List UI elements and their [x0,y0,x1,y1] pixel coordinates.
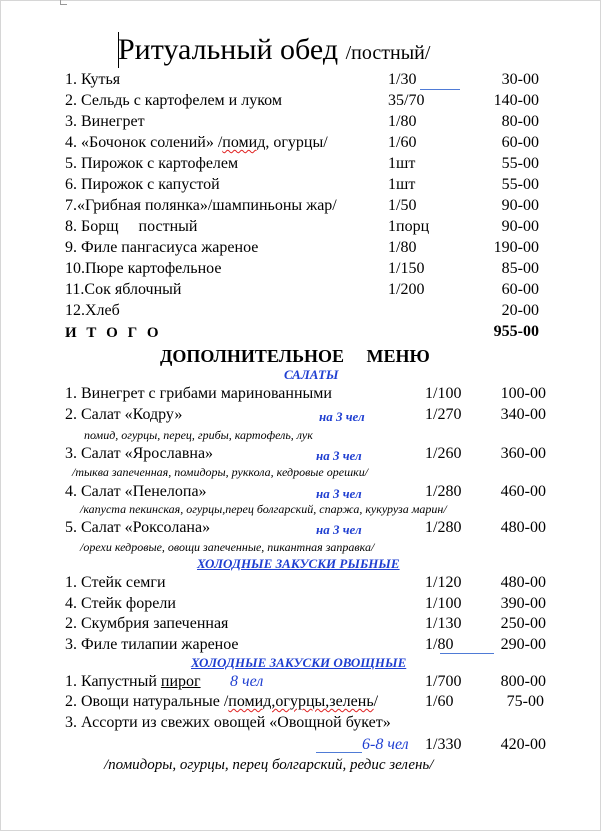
item-portion: 1/60 [425,693,454,710]
item-price: 360-00 [500,445,546,462]
list-item: 5. Пирожок с картофелем [65,155,239,172]
item-portion: 1/270 [425,406,462,423]
item-portion: 1/120 [425,574,462,591]
item-price: 55-00 [501,176,539,193]
list-item: 2. Сельдь с картофелем и луком [65,92,282,109]
item-description: /тыква запеченная, помидоры, руккола, кедровые орешки/ [72,465,369,479]
people-count: 6-8 чел [362,736,409,753]
item-description: /помидоры, огурцы, перец болгарский, редис зелень/ [104,757,434,773]
list-item [65,673,201,691]
item-portion: 1/130 [425,615,462,632]
item-name-part: помид [222,134,266,151]
extra-menu-heading: ДОПОЛНИТЕЛЬНОЕ МЕНЮ [160,346,430,366]
list-item: 10.Пюре картофельное [65,260,222,277]
item-description: помид, огурцы, перец, грибы, картофель, лук [84,428,313,442]
item-name-part: 4. «Бочонок солений» / [65,134,223,151]
underline-mark [440,653,494,654]
item-portion: 1шт [388,155,416,172]
item-price: 140-00 [493,92,539,109]
item-name-part: помид,огурцы,зелень [228,693,374,710]
item-price: 250-00 [500,615,546,632]
item-portion: 1/50 [388,197,417,214]
list-item: 5. Салат «Роксолана» [65,519,211,536]
item-name-part: 2. Овощи натуральные / [65,693,229,710]
item-portion: 35/70 [388,92,425,109]
underline-mark [420,89,460,90]
list-item: 2. Скумбрия запеченная [65,615,229,632]
people-count: на 3 чел [319,409,365,424]
item-price: 90-00 [501,197,539,214]
list-item [65,134,328,152]
item-price: 90-00 [501,218,539,235]
total-price: 955-00 [493,323,539,340]
item-portion: 1/100 [425,385,462,402]
list-item: 9. Филе пангасиуса жареное [65,239,259,256]
people-count: 8 чел [230,673,264,690]
item-price: 480-00 [500,574,546,591]
item-portion: 1/30 [388,71,417,88]
item-price: 20-00 [501,302,539,319]
item-portion: 1порц [388,218,430,235]
item-price: 800-00 [500,673,546,690]
item-portion: 1/80 [388,239,417,256]
item-portion: 1/60 [388,134,417,151]
people-count: на 3 чел [316,486,362,501]
list-item [65,693,378,711]
total-label: И Т О Г О [65,325,162,341]
item-description: /орехи кедровые, овощи запеченные, пикантная заправка/ [80,540,375,554]
list-item: 8. Борщ постный [65,218,198,235]
item-portion: 1/280 [425,519,462,536]
list-item: 3. Ассорти из свежих овощей «Овощной букет» [65,714,391,731]
item-portion: 1/80 [425,636,454,653]
item-price: 390-00 [500,595,546,612]
item-portion: 1/260 [425,445,462,462]
section-title-cold-veg: ХОЛОДНЫЕ ЗАКУСКИ ОВОЩНЫЕ [191,655,407,670]
item-price: 55-00 [501,155,539,172]
list-item: 3. Филе тилапии жареное [65,636,239,653]
list-item: 6. Пирожок с капустой [65,176,220,193]
item-name-part: / [373,693,379,710]
item-portion: 1/80 [388,113,417,130]
people-count: на 3 чел [316,522,362,537]
item-portion: 1шт [388,176,416,193]
list-item: 7.«Грибная полянка»/шампиньоны жар/ [65,197,337,214]
item-price: 480-00 [500,519,546,536]
list-item: 1. Кутья [65,71,121,88]
item-price: 420-00 [500,736,546,753]
list-item: 4. Стейк форели [65,595,176,612]
item-price: 30-00 [501,71,539,88]
title-sub: /постный/ [345,42,431,64]
list-item: 12.Хлеб [65,302,120,319]
list-item: 3. Салат «Ярославна» [65,445,214,462]
item-portion: 1/280 [425,483,462,500]
item-name-part: , огурцы/ [265,134,328,151]
item-portion: 1/330 [425,736,462,753]
page-title [118,33,430,67]
list-item: 1. Стейк семги [65,574,166,591]
item-price: 60-00 [501,134,539,151]
item-price: 290-00 [500,636,546,653]
item-price: 340-00 [500,406,546,423]
item-price: 190-00 [493,239,539,256]
item-price: 100-00 [500,385,546,402]
list-item: 11.Сок яблочный [65,281,182,298]
underline-mark [316,752,362,753]
title-main: Ритуальный обед [118,33,339,66]
item-portion: 1/100 [425,595,462,612]
item-price: 75-00 [506,693,544,710]
list-item: 4. Салат «Пенелопа» [65,483,207,500]
list-item: 3. Винегрет [65,113,145,130]
item-portion: 1/200 [388,281,425,298]
item-description: /капуста пекинская, огурцы,перец болгарский, спаржа, кукуруза марин/ [80,502,447,516]
item-portion: 1/700 [425,673,462,690]
item-name-part: 1. Капустный [65,673,161,690]
item-price: 60-00 [501,281,539,298]
item-price: 460-00 [500,483,546,500]
item-name-part: пирог [160,673,201,690]
section-title-salads: САЛАТЫ [284,367,339,382]
list-item: 1. Винегрет с грибами маринованными [65,385,332,402]
people-count: на 3 чел [316,448,362,463]
page-corner-mark [60,0,67,5]
item-price: 80-00 [501,113,539,130]
item-portion: 1/150 [388,260,425,277]
list-item: 2. Салат «Кодру» [65,406,183,423]
section-title-cold-fish: ХОЛОДНЫЕ ЗАКУСКИ РЫБНЫЕ [197,556,400,571]
item-price: 85-00 [501,260,539,277]
